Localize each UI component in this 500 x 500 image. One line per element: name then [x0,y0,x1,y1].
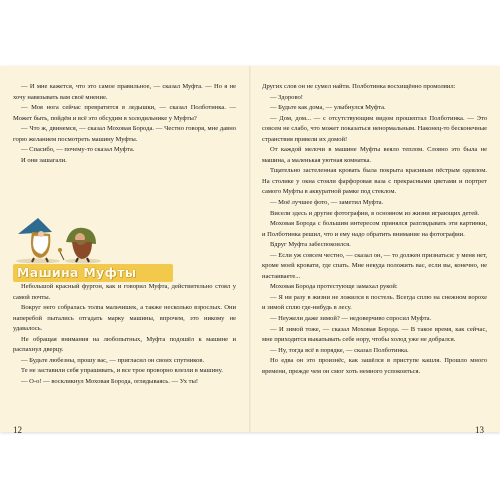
paragraph: Других слов он не сумел найти. Полботинка восхищённо промолвил: [262,83,456,90]
left-page-text-bottom [13,282,236,387]
book-gutter [249,66,251,432]
paragraph: Но едва он это произнёс, как зашёлся в приступе кашля. Прошло много времени, прежде чем он смог хоть немного успокоиться. [262,357,487,375]
paragraph: Не обращая внимания на любопытных, Муфта подошёл к машине и распахнул дверцу. [13,335,236,354]
paragraph: — Спасибо, — почему-то сказал Муфта. [21,146,135,154]
paragraph: — Здорово! [270,93,303,101]
paragraph: — И мне кажется, что это самое правильное, — сказал Муфта. — Но я не хочу навязывать вам своё мнение. [13,83,236,101]
paragraph: — О-о! — воскликнул Моховая Борода, оглядываясь. — Ух ты! [21,377,199,385]
paragraph: Вокруг него собралась толпа мальчишек, а также несколько взрослых. Они наперебой пытались отгадать марку машины, впрочем, это никому не удавалось. [13,304,236,333]
paragraph: Висели здесь и другие фотографии, в основном из жизни играющих детей. [270,209,480,217]
paragraph: — Дом, дом... — с отсутствующим видом прошептал Полботинка. — Это совсем не слабо, что может показаться ненормальным. Наконец-то бесконечные странствия привели их домой! [262,114,487,143]
paragraph: От каждой мелочи в машине Муфты веяло теплом. Словно это была не машина, а маленькая уютная комнатка. [262,146,487,164]
paragraph: — Моё лучшее фото, — заметил Муфта. [270,199,384,207]
paragraph: Небольшой красный фургон, как и говорил Муфта, действительно стоял у самой почты. [13,283,236,301]
paragraph: — Что ж, двинемся, — сказал Моховая Борода. — Честно говоря, мне давно горю желанием посмотреть машину Муфты. [13,125,236,143]
paragraph: Моховая Борода протестующе замахал рукой: [270,283,398,291]
chapter-title: Машина Муфты [13,264,173,282]
paragraph: — И зимой тоже, — сказал Моховая Борода. — В такое время, как сейчас, мне приходится выкапывать себе нору, чтобы холод уже не добрался. [262,325,487,344]
paragraph: Тщательно застеленная кровать была покрыта красивым пёстрым одеялом. На столике у окна стояли фарфоровая ваза с прекрасными цветами и портрет самого Муфты в аккуратной рамке под стеклом. [262,167,487,196]
paragraph: — Я ни разу в жизни не ложился в постель. Всегда сплю на снежном ворохе и зимой сплю где-нибудь в лесу. [262,293,487,312]
paragraph: — Будьте как дома, — улыбнулся Муфта. [270,104,386,112]
gnomes-illustration-icon [8,212,108,264]
paragraph: — Неужели даже зимой? — недоверчиво спросил Муфта. [270,315,432,323]
right-page-text [262,82,487,377]
page-number-right: 13 [475,425,484,435]
page-number-left: 12 [13,425,22,435]
paragraph: — Если уж совсем честно, — сказал он, — то должен признаться: у меня нет, кроме моей кровати, где спать. Мне некуда положить вас, если вы, конечно, не настаиваете... [262,251,487,280]
paragraph: — Ну, тогда всё в порядке, — сказал Полботинка. [270,346,409,354]
paragraph: — Будьте любезны, прошу вас, — пригласил он своих спутников. [21,356,205,364]
paragraph: — Моя нога сейчас превратится в ледышки, — сказал Полботинка. — Может быть, пойдём и всё это обсудим в холодильнике у Муфты? [13,104,236,122]
paragraph: Вдруг Муфта забеспокоился. [270,241,351,249]
left-page-text-top [13,82,236,166]
paragraph: И они зашагали. [21,156,67,164]
paragraph: Моховая Борода с большим интересом принялся разглядывать эти картинки, и Полботинка решил, что и ему надо обратить внимание на фотографии. [262,220,487,238]
paragraph: Те не заставили себя упрашивать, и все трое проворно влезли в машину. [21,367,223,375]
